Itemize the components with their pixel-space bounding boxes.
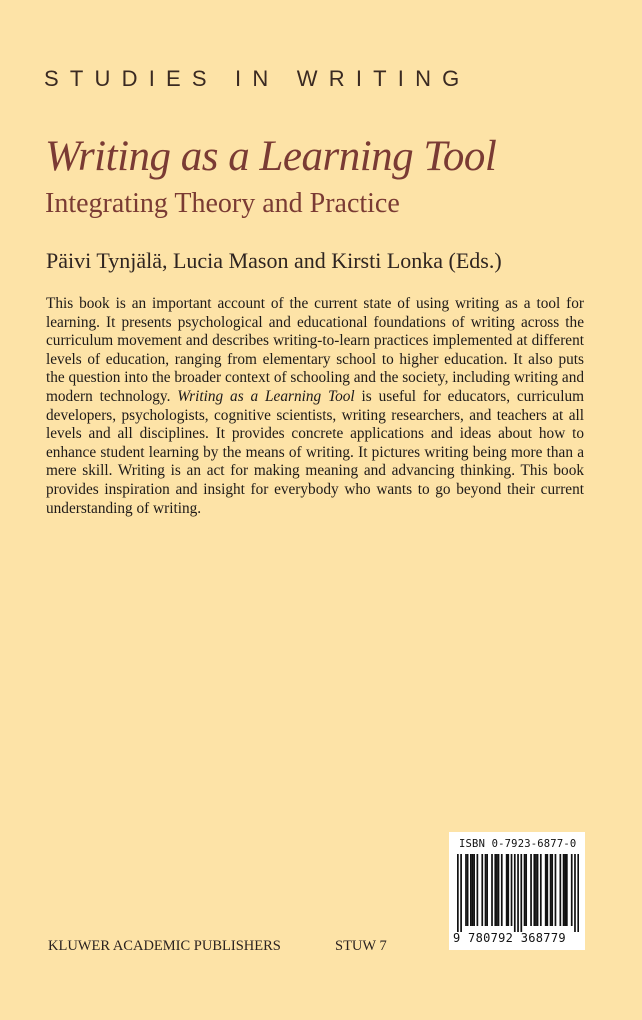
barcode-bar bbox=[472, 854, 474, 926]
barcode-bar bbox=[551, 854, 553, 926]
barcode-bar bbox=[555, 854, 557, 926]
barcode-bar bbox=[486, 854, 488, 926]
barcode-bar bbox=[473, 854, 475, 926]
barcode bbox=[449, 832, 585, 950]
barcode-bar bbox=[520, 854, 522, 932]
barcode-bar bbox=[470, 854, 472, 926]
barcode-bar bbox=[530, 854, 532, 926]
barcode-bar bbox=[485, 854, 487, 926]
description-text-2: is useful for educators, curriculum developers, psychologists, cognitive scientists, writing researchers, and teachers at all levels and all disciplines. It provides concrete applications and ideas about how to enhance student learning by the means of writing. It pictures writing being more than a mere skill. Writing is an act for making meaning and advancing thinking. This book provides inspiration and insight for everybody who wants to go beyond their current understanding of writing. bbox=[46, 387, 584, 517]
barcode-bar bbox=[533, 854, 535, 926]
barcode-bar bbox=[550, 854, 552, 926]
publisher-name: KLUWER ACADEMIC PUBLISHERS bbox=[48, 938, 281, 954]
barcode-bar bbox=[564, 854, 566, 926]
barcode-bar bbox=[546, 854, 548, 926]
barcode-bar bbox=[467, 854, 469, 926]
barcode-bars-icon bbox=[457, 854, 579, 932]
barcode-bar bbox=[465, 854, 467, 926]
barcode-bar bbox=[535, 854, 537, 926]
barcode-bar bbox=[507, 854, 509, 926]
book-title: Writing as a Learning Tool bbox=[45, 133, 497, 180]
barcode-bar bbox=[540, 854, 542, 926]
barcode-bar bbox=[501, 854, 503, 926]
barcode-bar bbox=[566, 854, 568, 926]
barcode-bar bbox=[457, 854, 459, 932]
barcode-bar bbox=[494, 854, 496, 926]
description-title-italic: Writing as a Learning Tool bbox=[177, 387, 355, 405]
barcode-bar bbox=[506, 854, 508, 926]
barcode-bar bbox=[517, 854, 519, 932]
barcode-bar bbox=[524, 854, 526, 926]
barcode-bar bbox=[491, 854, 493, 926]
barcode-bar bbox=[511, 854, 513, 926]
barcode-bar bbox=[545, 854, 547, 926]
barcode-bar bbox=[477, 854, 479, 926]
book-description bbox=[46, 295, 584, 518]
series-name: STUDIES IN WRITING bbox=[44, 66, 471, 91]
barcode-bar bbox=[481, 854, 483, 926]
series-code: STUW 7 bbox=[335, 938, 387, 954]
barcode-bar bbox=[571, 854, 573, 926]
barcode-bar bbox=[574, 854, 576, 932]
barcode-bar bbox=[498, 854, 500, 926]
isbn-label: ISBN 0-7923-6877-0 bbox=[459, 838, 577, 850]
barcode-bar bbox=[563, 854, 565, 926]
description-text-1: This book is an important account of the current state of using writing as a tool for learning. It presents psychological and educational foundations of writing across the curriculum movement and describes writing-to-learn practices implemented at different levels of education, ranging from elementary school to higher education. It also puts the question into the broader context of schooling and the society, including writing and modern technology. bbox=[46, 295, 584, 405]
barcode-bar bbox=[525, 854, 527, 926]
barcode-bar bbox=[559, 854, 561, 926]
barcode-bar bbox=[514, 854, 516, 932]
barcode-bar bbox=[496, 854, 498, 926]
ean-number: 9 780792 368779 bbox=[453, 931, 566, 945]
book-subtitle: Integrating Theory and Practice bbox=[45, 188, 400, 219]
barcode-bar bbox=[537, 854, 539, 926]
barcode-bar bbox=[460, 854, 462, 932]
barcode-bar bbox=[577, 854, 579, 932]
editors: Päivi Tynjälä, Lucia Mason and Kirsti Lonka (Eds.) bbox=[46, 248, 502, 273]
